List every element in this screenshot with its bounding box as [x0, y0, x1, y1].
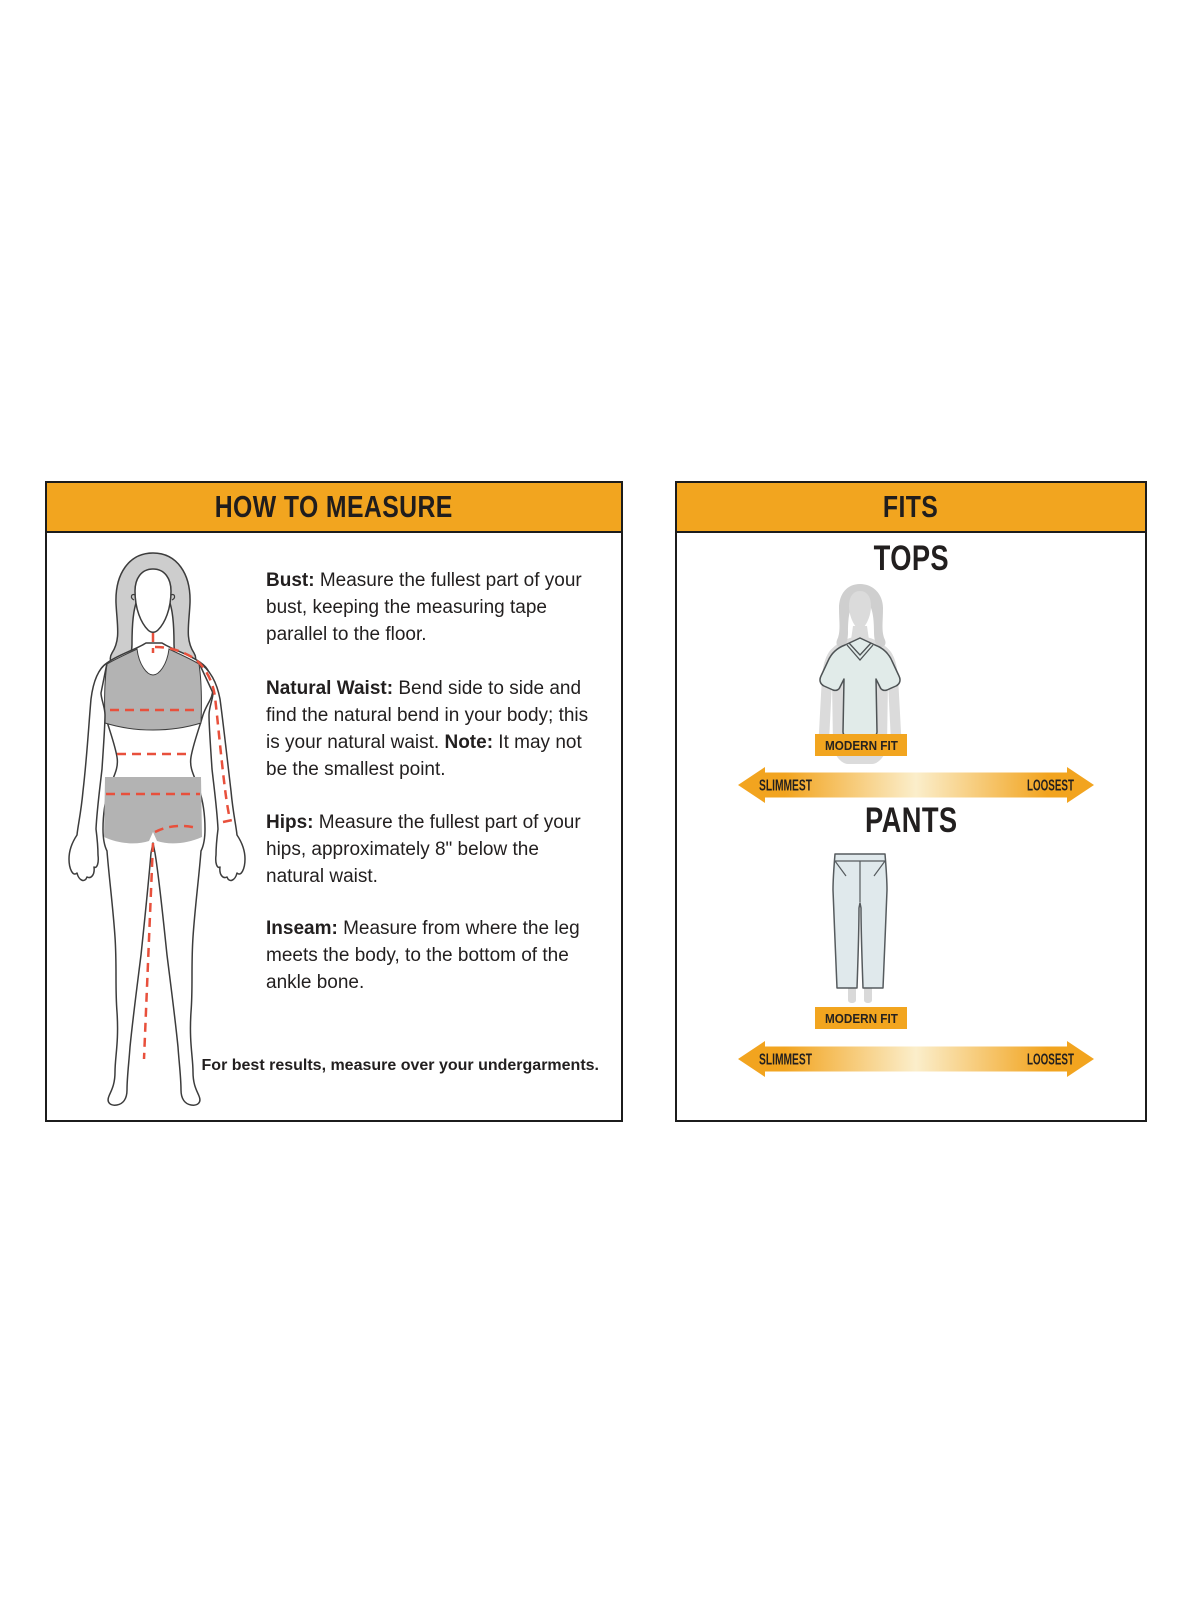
natural-waist-label: Natural Waist: [266, 678, 394, 699]
tops-slimmest-label: SLIMMEST [759, 777, 813, 795]
bust-label: Bust: [266, 570, 315, 591]
inseam-label: Inseam: [266, 918, 338, 939]
measure-footnote: For best results, measure over your undergarments. [201, 1057, 599, 1074]
how-to-measure-title: HOW TO MEASURE [215, 489, 453, 524]
fits-header [677, 483, 1145, 533]
pants-fit-illustration [825, 852, 895, 1007]
natural-waist-text-2: It may not be the smallest point. [266, 732, 582, 780]
fits-panel [675, 481, 1147, 1122]
how-to-measure-panel [45, 481, 623, 1122]
hips-instructions [266, 809, 600, 890]
tops-loosest-label: LOOSEST [1027, 777, 1075, 795]
fits-title: FITS [883, 489, 939, 524]
hips-text: Measure the fullest part of your hips, approximately 8" below the natural waist. [266, 812, 581, 887]
inseam-text: Measure from where the leg meets the body, to the bottom of the ankle bone. [266, 918, 580, 993]
pants-slimmest-label: SLIMMEST [759, 1051, 813, 1069]
bust-text: Measure the fullest part of your bust, keeping the measuring tape parallel to the floor. [266, 570, 582, 645]
pants-loosest-label: LOOSEST [1027, 1051, 1075, 1069]
figure-left-arm [69, 663, 107, 880]
pants-fit-scale-arrow [738, 1039, 1094, 1079]
note-label: Note: [444, 732, 494, 753]
pants-fit-badge: MODERN FIT [815, 1007, 907, 1029]
measurement-figure-illustration [65, 547, 260, 1107]
how-to-measure-header [47, 483, 621, 533]
pants-heading: PANTS [864, 801, 958, 840]
natural-waist-instructions [266, 675, 600, 783]
tops-fit-badge: MODERN FIT [815, 734, 907, 756]
figure-face [135, 569, 171, 632]
bust-instructions [266, 567, 600, 648]
silhouette-face [849, 591, 871, 630]
inseam-instructions [266, 915, 600, 996]
tops-heading: TOPS [873, 539, 949, 578]
tops-fit-scale-arrow [738, 765, 1094, 805]
natural-waist-text-1: Bend side to side and find the natural bend in your body; this is your natural waist. [266, 678, 589, 753]
hips-label: Hips: [266, 812, 314, 833]
